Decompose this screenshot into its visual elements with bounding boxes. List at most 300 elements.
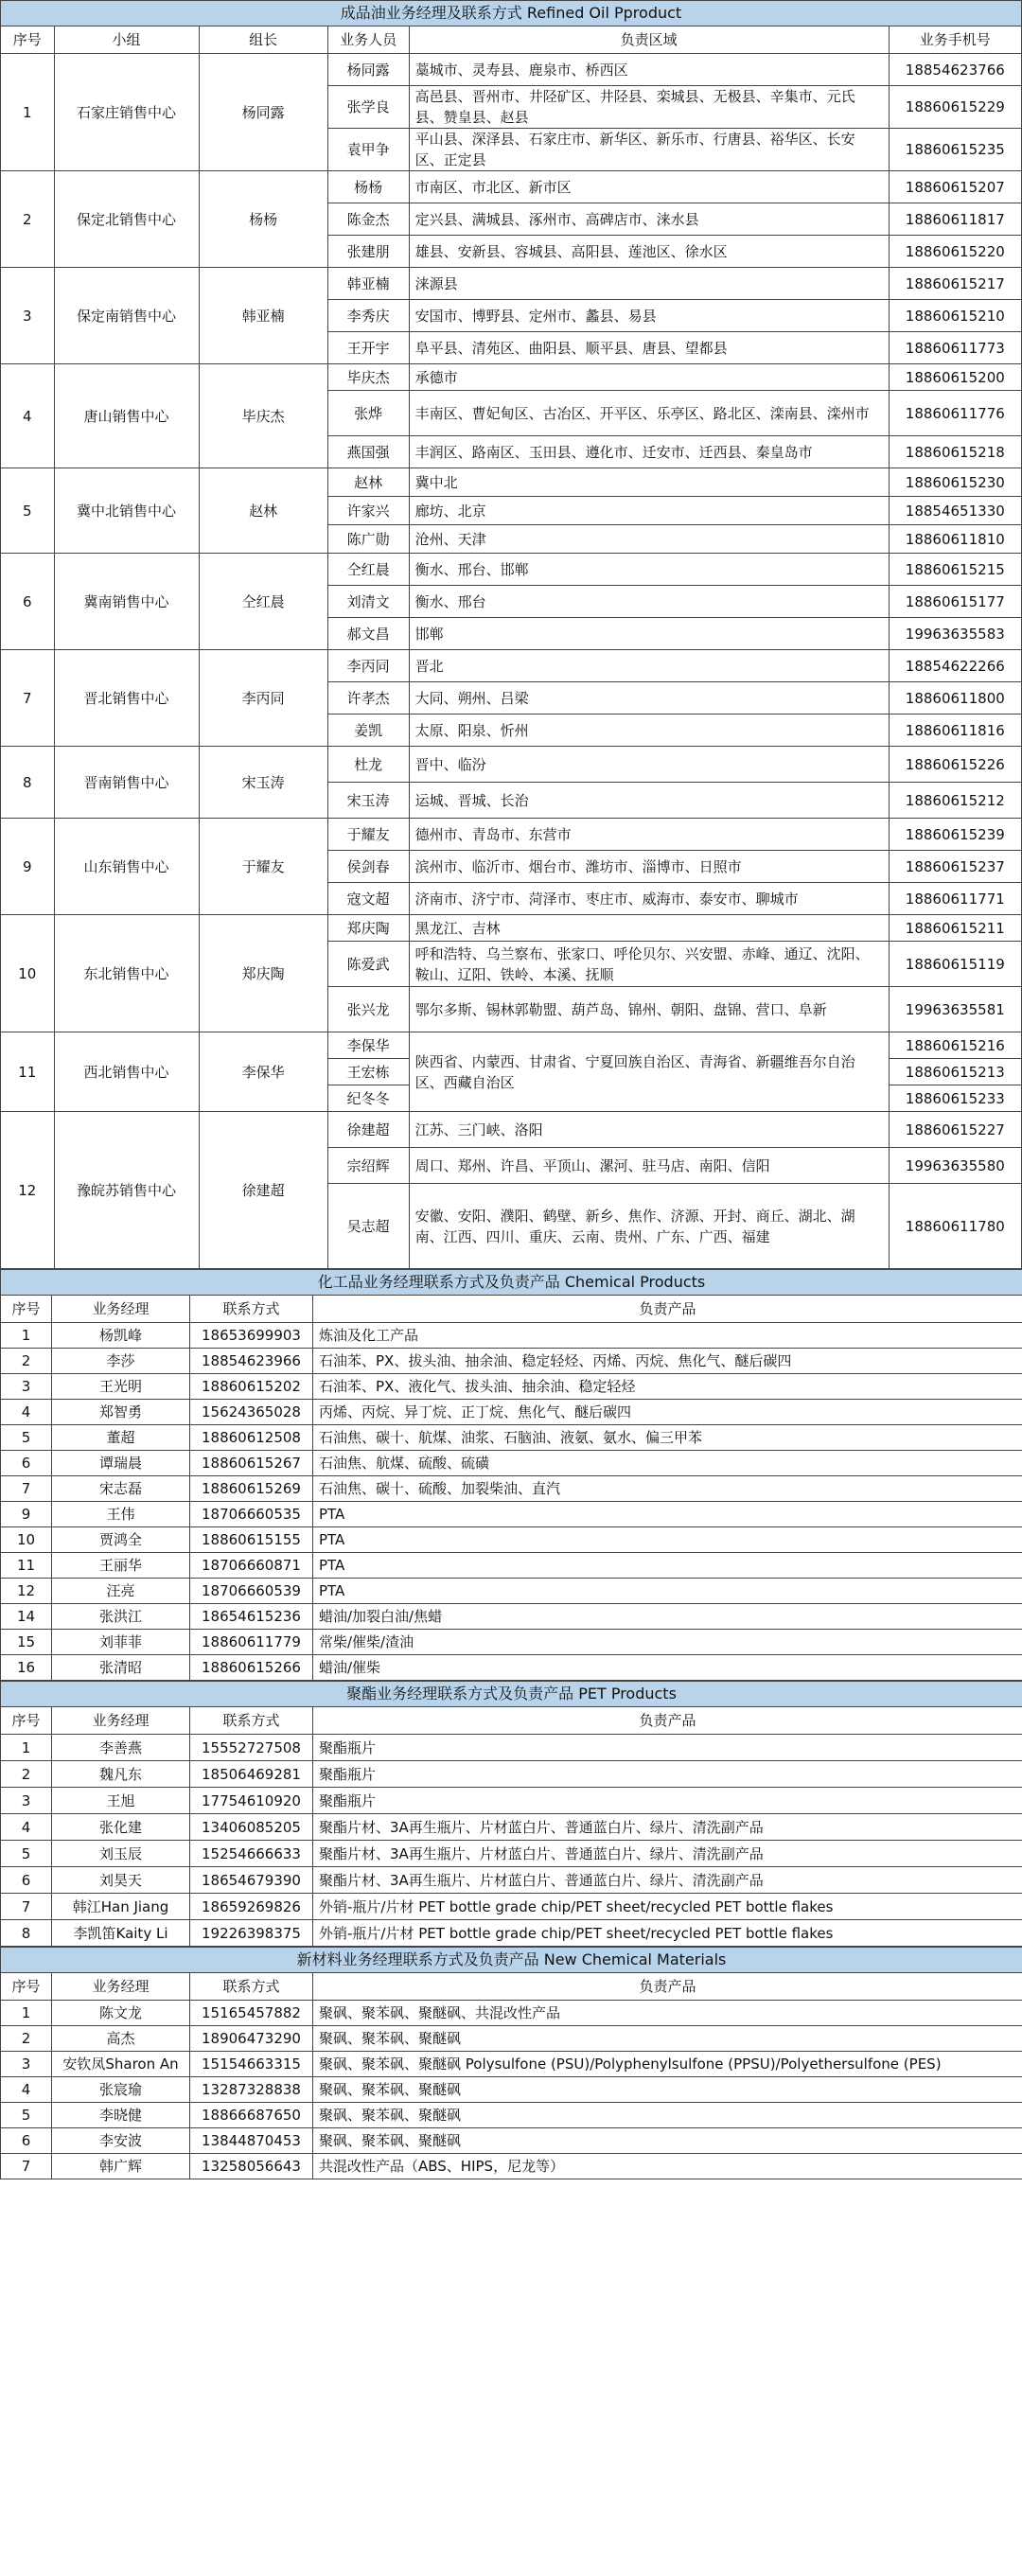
manager-name: 刘玉辰 <box>52 1841 190 1867</box>
refined-header-cell: 组长 <box>199 26 327 54</box>
products: 蜡油/催柴 <box>313 1655 1022 1681</box>
member-area: 鄂尔多斯、锡林郭勒盟、葫芦岛、锦州、朝阳、盘锦、营口、阜新 <box>409 987 889 1032</box>
member-name: 侯剑春 <box>327 851 409 883</box>
member-area: 济南市、济宁市、菏泽市、枣庄市、威海市、泰安市、聊城市 <box>409 883 889 915</box>
newmat-row <box>1 2052 1022 2077</box>
member-area: 平山县、深泽县、石家庄市、新华区、新乐市、行唐县、裕华区、长安区、正定县 <box>409 129 889 171</box>
chemical-header-cell: 序号 <box>1 1296 52 1323</box>
member-phone: 18854622266 <box>889 650 1021 682</box>
member-phone: 18860615218 <box>889 436 1021 468</box>
pet-row <box>1 1735 1022 1761</box>
refined-row <box>1 1112 1022 1148</box>
manager-name: 韩江Han Jiang <box>52 1894 190 1920</box>
member-phone: 18860611817 <box>889 203 1021 236</box>
group-number: 11 <box>1 1032 55 1112</box>
chemical-row <box>1 1502 1022 1527</box>
member-name: 郑庆陶 <box>327 915 409 942</box>
manager-name: 谭瑞晨 <box>52 1451 190 1476</box>
contact-phone: 18706660535 <box>190 1502 313 1527</box>
member-area: 雄县、安新县、容城县、高阳县、莲池区、徐水区 <box>409 236 889 268</box>
newmat-row <box>1 2154 1022 2179</box>
member-name: 仝红晨 <box>327 554 409 586</box>
member-area: 黑龙江、吉林 <box>409 915 889 942</box>
member-area: 冀中北 <box>409 468 889 497</box>
group-name: 保定南销售中心 <box>54 268 199 364</box>
contact-phone: 18860615267 <box>190 1451 313 1476</box>
products: 聚砜、聚苯砜、聚醚砜 <box>313 2128 1022 2154</box>
row-number: 14 <box>1 1604 52 1630</box>
pet-header-cell: 业务经理 <box>52 1707 190 1735</box>
row-number: 3 <box>1 1788 52 1814</box>
contact-phone: 15165457882 <box>190 2001 313 2026</box>
member-name: 王开宇 <box>327 332 409 364</box>
group-number: 6 <box>1 554 55 650</box>
member-area: 晋中、临汾 <box>409 747 889 783</box>
manager-name: 韩广辉 <box>52 2154 190 2179</box>
chemical-header-row <box>1 1296 1022 1323</box>
contact-phone: 13406085205 <box>190 1814 313 1841</box>
member-name: 许孝杰 <box>327 682 409 715</box>
row-number: 4 <box>1 2077 52 2103</box>
contact-phone: 13844870453 <box>190 2128 313 2154</box>
products: 聚酯片材、3A再生瓶片、片材蓝白片、普通蓝白片、绿片、清洗副产品 <box>313 1867 1022 1894</box>
products: 聚酯片材、3A再生瓶片、片材蓝白片、普通蓝白片、绿片、清洗副产品 <box>313 1814 1022 1841</box>
member-name: 吴志超 <box>327 1184 409 1269</box>
group-leader: 赵林 <box>199 468 327 554</box>
products: 炼油及化工产品 <box>313 1323 1022 1349</box>
contact-phone: 15254666633 <box>190 1841 313 1867</box>
group-number: 9 <box>1 819 55 915</box>
member-name: 陈广勋 <box>327 525 409 554</box>
chemical-row <box>1 1476 1022 1502</box>
chemical-header-cell: 业务经理 <box>52 1296 190 1323</box>
row-number: 1 <box>1 1735 52 1761</box>
group-number: 5 <box>1 468 55 554</box>
contact-phone: 18860615155 <box>190 1527 313 1553</box>
member-phone: 18860615230 <box>889 468 1021 497</box>
group-number: 1 <box>1 54 55 171</box>
member-phone: 18860615235 <box>889 129 1021 171</box>
member-phone: 18860615220 <box>889 236 1021 268</box>
chemical-title: 化工品业务经理联系方式及负责产品 Chemical Products <box>1 1270 1022 1296</box>
chemical-row <box>1 1579 1022 1604</box>
row-number: 5 <box>1 2103 52 2128</box>
newmat-row <box>1 2001 1022 2026</box>
group-leader: 郑庆陶 <box>199 915 327 1032</box>
pet-row <box>1 1894 1022 1920</box>
pet-title: 聚酯业务经理联系方式及负责产品 PET Products <box>1 1682 1022 1707</box>
member-phone: 18854651330 <box>889 497 1021 525</box>
products: 蜡油/加裂白油/焦蜡 <box>313 1604 1022 1630</box>
member-phone: 18860611816 <box>889 715 1021 747</box>
manager-name: 张洪江 <box>52 1604 190 1630</box>
newmat-row <box>1 2103 1022 2128</box>
refined-row <box>1 554 1022 586</box>
manager-name: 王伟 <box>52 1502 190 1527</box>
member-phone: 18860615226 <box>889 747 1021 783</box>
products: 石油苯、PX、液化气、拔头油、抽余油、稳定轻烃 <box>313 1374 1022 1400</box>
contact-phone: 18860615266 <box>190 1655 313 1681</box>
member-name: 张兴龙 <box>327 987 409 1032</box>
refined-row <box>1 1032 1022 1059</box>
refined-header-cell: 业务人员 <box>327 26 409 54</box>
member-name: 王宏栋 <box>327 1059 409 1085</box>
row-number: 12 <box>1 1579 52 1604</box>
member-phone: 18860615213 <box>889 1059 1021 1085</box>
member-name: 张烨 <box>327 391 409 436</box>
row-number: 10 <box>1 1527 52 1553</box>
contact-phone: 18706660539 <box>190 1579 313 1604</box>
contact-phone: 18860611779 <box>190 1630 313 1655</box>
pet-title-row <box>1 1682 1022 1707</box>
member-area: 丰润区、路南区、玉田县、遵化市、迁安市、迁西县、秦皇岛市 <box>409 436 889 468</box>
products: 聚酯瓶片 <box>313 1735 1022 1761</box>
member-phone: 18860615239 <box>889 819 1021 851</box>
contact-phone: 18506469281 <box>190 1761 313 1788</box>
contact-phone: 18654679390 <box>190 1867 313 1894</box>
refined-row <box>1 54 1022 86</box>
row-number: 9 <box>1 1502 52 1527</box>
newmat-header-cell: 业务经理 <box>52 1973 190 2001</box>
newmat-header-cell: 序号 <box>1 1973 52 2001</box>
products: 聚砜、聚苯砜、聚醚砜 <box>313 2026 1022 2052</box>
newmat-title: 新材料业务经理联系方式及负责产品 New Chemical Materials <box>1 1948 1022 1973</box>
newmat-header-row <box>1 1973 1022 2001</box>
pet-header-cell: 序号 <box>1 1707 52 1735</box>
member-area: 大同、朔州、吕梁 <box>409 682 889 715</box>
contact-phone: 15624365028 <box>190 1400 313 1425</box>
manager-name: 李莎 <box>52 1349 190 1374</box>
member-phone: 18860611771 <box>889 883 1021 915</box>
member-area: 呼和浩特、乌兰察布、张家口、呼伦贝尔、兴安盟、赤峰、通辽、沈阳、鞍山、辽阳、铁岭、本溪、抚顺 <box>409 942 889 987</box>
pet-products-table <box>0 1681 1022 1947</box>
manager-name: 张宸瑜 <box>52 2077 190 2103</box>
member-phone: 18860615119 <box>889 942 1021 987</box>
refined-row <box>1 468 1022 497</box>
products: 聚酯瓶片 <box>313 1788 1022 1814</box>
newmat-row <box>1 2128 1022 2154</box>
refined-header-cell: 序号 <box>1 26 55 54</box>
row-number: 4 <box>1 1814 52 1841</box>
products: 聚砜、聚苯砜、聚醚砜 <box>313 2103 1022 2128</box>
chemical-row <box>1 1527 1022 1553</box>
row-number: 6 <box>1 1451 52 1476</box>
manager-name: 王丽华 <box>52 1553 190 1579</box>
manager-name: 王旭 <box>52 1788 190 1814</box>
manager-name: 李善燕 <box>52 1735 190 1761</box>
manager-name: 安钦凤Sharon An <box>52 2052 190 2077</box>
member-area: 德州市、青岛市、东营市 <box>409 819 889 851</box>
member-area: 藁城市、灵寿县、鹿泉市、桥西区 <box>409 54 889 86</box>
chemical-row <box>1 1655 1022 1681</box>
products: 石油焦、碳十、航煤、油浆、石脑油、液氨、氨水、偏三甲苯 <box>313 1425 1022 1451</box>
member-area: 滨州市、临沂市、烟台市、潍坊市、淄博市、日照市 <box>409 851 889 883</box>
new-materials-table <box>0 1947 1022 2179</box>
products: 共混改性产品（ABS、HIPS，尼龙等） <box>313 2154 1022 2179</box>
row-number: 6 <box>1 1867 52 1894</box>
member-area: 邯郸 <box>409 618 889 650</box>
pet-row <box>1 1920 1022 1947</box>
member-area: 太原、阳泉、忻州 <box>409 715 889 747</box>
group-number: 7 <box>1 650 55 747</box>
group-leader: 于耀友 <box>199 819 327 915</box>
member-name: 刘清文 <box>327 586 409 618</box>
group-leader: 毕庆杰 <box>199 364 327 468</box>
group-name: 唐山销售中心 <box>54 364 199 468</box>
contact-phone: 17754610920 <box>190 1788 313 1814</box>
member-phone: 18860615227 <box>889 1112 1021 1148</box>
manager-name: 杨凯峰 <box>52 1323 190 1349</box>
manager-name: 张化建 <box>52 1814 190 1841</box>
chemical-row <box>1 1630 1022 1655</box>
member-phone: 18860615229 <box>889 86 1021 129</box>
contact-phone: 18659269826 <box>190 1894 313 1920</box>
group-name: 石家庄销售中心 <box>54 54 199 171</box>
contact-phone: 13287328838 <box>190 2077 313 2103</box>
newmat-title-row <box>1 1948 1022 1973</box>
member-name: 赵林 <box>327 468 409 497</box>
member-name: 陈金杰 <box>327 203 409 236</box>
member-area: 陕西省、内蒙西、甘肃省、宁夏回族自治区、青海省、新疆维吾尔自治区、西藏自治区 <box>409 1032 889 1112</box>
group-name: 冀南销售中心 <box>54 554 199 650</box>
member-area: 高邑县、晋州市、井陉矿区、井陉县、栾城县、无极县、辛集市、元氏县、赞皇县、赵县 <box>409 86 889 129</box>
group-number: 4 <box>1 364 55 468</box>
group-leader: 韩亚楠 <box>199 268 327 364</box>
member-phone: 18860611780 <box>889 1184 1021 1269</box>
contact-phone: 18654615236 <box>190 1604 313 1630</box>
contact-phone: 18860612508 <box>190 1425 313 1451</box>
manager-name: 李凯笛Kaity Li <box>52 1920 190 1947</box>
member-area: 晋北 <box>409 650 889 682</box>
group-name: 东北销售中心 <box>54 915 199 1032</box>
member-name: 李秀庆 <box>327 300 409 332</box>
member-area: 沧州、天津 <box>409 525 889 554</box>
member-phone: 18860615237 <box>889 851 1021 883</box>
chemical-row <box>1 1604 1022 1630</box>
member-area: 安国市、博野县、定州市、蠡县、易县 <box>409 300 889 332</box>
row-number: 7 <box>1 2154 52 2179</box>
member-phone: 18854623766 <box>889 54 1021 86</box>
member-name: 李丙同 <box>327 650 409 682</box>
group-leader: 杨杨 <box>199 171 327 268</box>
row-number: 16 <box>1 1655 52 1681</box>
row-number: 5 <box>1 1841 52 1867</box>
group-number: 2 <box>1 171 55 268</box>
manager-name: 刘菲菲 <box>52 1630 190 1655</box>
newmat-header-cell: 联系方式 <box>190 1973 313 2001</box>
refined-header-row <box>1 26 1022 54</box>
member-name: 张学良 <box>327 86 409 129</box>
products: 丙烯、丙烷、异丁烷、正丁烷、焦化气、醚后碳四 <box>313 1400 1022 1425</box>
chemical-row <box>1 1553 1022 1579</box>
contact-phone: 18906473290 <box>190 2026 313 2052</box>
member-area: 市南区、市北区、新市区 <box>409 171 889 203</box>
member-name: 袁甲争 <box>327 129 409 171</box>
manager-name: 陈文龙 <box>52 2001 190 2026</box>
refined-row <box>1 650 1022 682</box>
chemical-row <box>1 1451 1022 1476</box>
row-number: 7 <box>1 1894 52 1920</box>
newmat-header-cell: 负责产品 <box>313 1973 1022 2001</box>
member-name: 杜龙 <box>327 747 409 783</box>
member-phone: 18860611773 <box>889 332 1021 364</box>
member-phone: 18860615233 <box>889 1085 1021 1112</box>
member-name: 纪冬冬 <box>327 1085 409 1112</box>
member-area: 运城、晋城、长治 <box>409 783 889 819</box>
row-number: 2 <box>1 1349 52 1374</box>
member-phone: 18860615215 <box>889 554 1021 586</box>
member-name: 许家兴 <box>327 497 409 525</box>
row-number: 2 <box>1 1761 52 1788</box>
member-area: 阜平县、清苑区、曲阳县、顺平县、唐县、望都县 <box>409 332 889 364</box>
refined-title-row <box>1 1 1022 26</box>
contact-phone: 18653699903 <box>190 1323 313 1349</box>
refined-row <box>1 819 1022 851</box>
chemical-row <box>1 1400 1022 1425</box>
group-name: 晋北销售中心 <box>54 650 199 747</box>
group-name: 保定北销售中心 <box>54 171 199 268</box>
group-leader: 李保华 <box>199 1032 327 1112</box>
row-number: 11 <box>1 1553 52 1579</box>
member-phone: 18860611800 <box>889 682 1021 715</box>
products: 聚酯片材、3A再生瓶片、片材蓝白片、普通蓝白片、绿片、清洗副产品 <box>313 1841 1022 1867</box>
manager-name: 张清昭 <box>52 1655 190 1681</box>
member-area: 廊坊、北京 <box>409 497 889 525</box>
refined-row <box>1 915 1022 942</box>
row-number: 3 <box>1 2052 52 2077</box>
member-area: 涞源县 <box>409 268 889 300</box>
manager-name: 汪亮 <box>52 1579 190 1604</box>
manager-name: 魏凡东 <box>52 1761 190 1788</box>
member-phone: 18860615217 <box>889 268 1021 300</box>
group-name: 晋南销售中心 <box>54 747 199 819</box>
row-number: 6 <box>1 2128 52 2154</box>
chemical-header-cell: 负责产品 <box>313 1296 1022 1323</box>
products: 聚酯瓶片 <box>313 1761 1022 1788</box>
row-number: 4 <box>1 1400 52 1425</box>
member-area: 江苏、三门峡、洛阳 <box>409 1112 889 1148</box>
group-number: 12 <box>1 1112 55 1269</box>
contact-phone: 18854623966 <box>190 1349 313 1374</box>
manager-name: 宋志磊 <box>52 1476 190 1502</box>
member-area: 衡水、邢台 <box>409 586 889 618</box>
member-phone: 18860615207 <box>889 171 1021 203</box>
group-name: 山东销售中心 <box>54 819 199 915</box>
newmat-row <box>1 2026 1022 2052</box>
contact-phone: 18860615269 <box>190 1476 313 1502</box>
group-number: 10 <box>1 915 55 1032</box>
pet-header-cell: 联系方式 <box>190 1707 313 1735</box>
member-name: 燕国强 <box>327 436 409 468</box>
chemical-row <box>1 1374 1022 1400</box>
member-area: 定兴县、满城县、涿州市、高碑店市、涞水县 <box>409 203 889 236</box>
products: 石油焦、航煤、硫酸、硫磺 <box>313 1451 1022 1476</box>
member-name: 宗绍辉 <box>327 1148 409 1184</box>
products: PTA <box>313 1579 1022 1604</box>
products: 外销-瓶片/片材 PET bottle grade chip/PET sheet/recycled PET bottle flakes <box>313 1894 1022 1920</box>
products: 常柴/催柴/渣油 <box>313 1630 1022 1655</box>
contact-phone: 18706660871 <box>190 1553 313 1579</box>
refined-row <box>1 268 1022 300</box>
contact-phone: 15154663315 <box>190 2052 313 2077</box>
row-number: 7 <box>1 1476 52 1502</box>
group-leader: 李丙同 <box>199 650 327 747</box>
member-phone: 18860615210 <box>889 300 1021 332</box>
products: 聚砜、聚苯砜、聚醚砜、共混改性产品 <box>313 2001 1022 2026</box>
chemical-row <box>1 1323 1022 1349</box>
manager-name: 刘昊天 <box>52 1867 190 1894</box>
refined-row <box>1 171 1022 203</box>
row-number: 3 <box>1 1374 52 1400</box>
manager-name: 郑智勇 <box>52 1400 190 1425</box>
pet-row <box>1 1788 1022 1814</box>
contact-phone: 18860615202 <box>190 1374 313 1400</box>
pet-row <box>1 1841 1022 1867</box>
member-phone: 19963635580 <box>889 1148 1021 1184</box>
group-number: 8 <box>1 747 55 819</box>
member-name: 宋玉涛 <box>327 783 409 819</box>
row-number: 2 <box>1 2026 52 2052</box>
row-number: 1 <box>1 1323 52 1349</box>
refined-row <box>1 364 1022 391</box>
member-phone: 18860611776 <box>889 391 1021 436</box>
member-name: 毕庆杰 <box>327 364 409 391</box>
group-leader: 宋玉涛 <box>199 747 327 819</box>
manager-name: 贾鸿全 <box>52 1527 190 1553</box>
group-name: 豫皖苏销售中心 <box>54 1112 199 1269</box>
manager-name: 王光明 <box>52 1374 190 1400</box>
contact-phone: 19226398375 <box>190 1920 313 1947</box>
products: 石油焦、碳十、硫酸、加裂柴油、直汽 <box>313 1476 1022 1502</box>
pet-header-cell: 负责产品 <box>313 1707 1022 1735</box>
member-phone: 18860615177 <box>889 586 1021 618</box>
member-area: 衡水、邢台、邯郸 <box>409 554 889 586</box>
refined-title: 成品油业务经理及联系方式 Refined Oil Pproduct <box>1 1 1022 26</box>
member-phone: 18860615216 <box>889 1032 1021 1059</box>
member-area: 承德市 <box>409 364 889 391</box>
member-area: 丰南区、曹妃甸区、古冶区、开平区、乐亭区、路北区、滦南县、滦州市 <box>409 391 889 436</box>
products: PTA <box>313 1502 1022 1527</box>
products: 石油苯、PX、拔头油、抽余油、稳定轻烃、丙烯、丙烷、焦化气、醚后碳四 <box>313 1349 1022 1374</box>
row-number: 1 <box>1 2001 52 2026</box>
member-name: 姜凯 <box>327 715 409 747</box>
member-area: 安徽、安阳、濮阳、鹤壁、新乡、焦作、济源、开封、商丘、湖北、湖南、江西、四川、重庆、云南、贵州、广东、广西、福建 <box>409 1184 889 1269</box>
member-name: 陈爱武 <box>327 942 409 987</box>
member-name: 韩亚楠 <box>327 268 409 300</box>
products: 聚砜、聚苯砜、聚醚砜 <box>313 2077 1022 2103</box>
group-name: 冀中北销售中心 <box>54 468 199 554</box>
products: PTA <box>313 1527 1022 1553</box>
group-leader: 仝红晨 <box>199 554 327 650</box>
products: PTA <box>313 1553 1022 1579</box>
member-name: 杨同露 <box>327 54 409 86</box>
chemical-products-table <box>0 1269 1022 1681</box>
contact-phone: 13258056643 <box>190 2154 313 2179</box>
refined-header-cell: 业务手机号 <box>889 26 1021 54</box>
member-phone: 18860615211 <box>889 915 1021 942</box>
member-name: 郝文昌 <box>327 618 409 650</box>
manager-name: 董超 <box>52 1425 190 1451</box>
group-leader: 杨同露 <box>199 54 327 171</box>
refined-header-cell: 小组 <box>54 26 199 54</box>
row-number: 15 <box>1 1630 52 1655</box>
pet-row <box>1 1867 1022 1894</box>
row-number: 5 <box>1 1425 52 1451</box>
newmat-row <box>1 2077 1022 2103</box>
pet-header-row <box>1 1707 1022 1735</box>
contact-phone: 15552727508 <box>190 1735 313 1761</box>
member-name: 张建朋 <box>327 236 409 268</box>
